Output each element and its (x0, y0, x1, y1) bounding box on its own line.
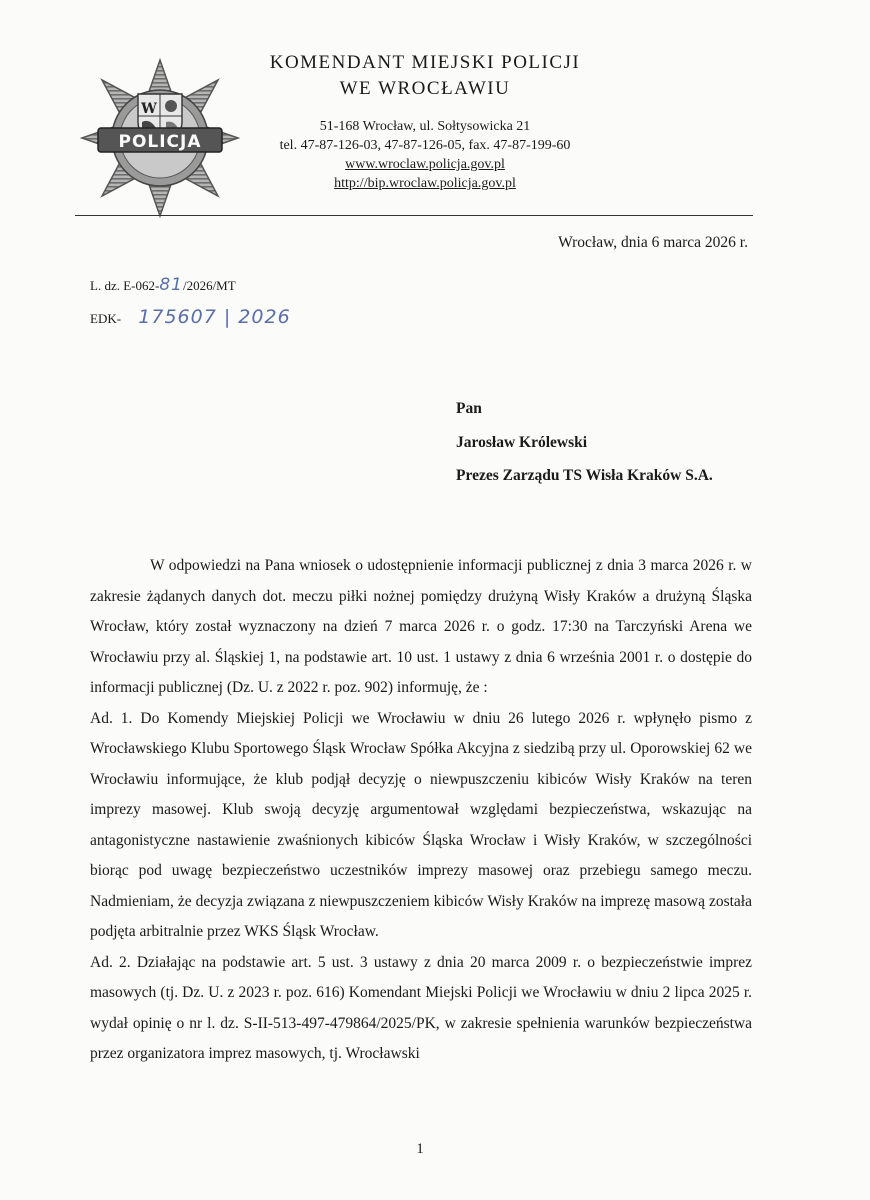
body-intro-paragraph: W odpowiedzi na Pana wniosek o udostępnienie informacji publicznej z dnia 3 marca 2026 r. w zakresie żądanych danych dot. meczu piłki nożnej pomiędzy drużyną Wisły Kraków a drużyną Śląska Wrocław, który został wyznaczony na dzień 7 marca 2026 r. o godz. 17:30 na Tarczyński Arena we Wrocławiu przy al. Śląskiej 1, na podstawie art. 10 ust. 1 ustawy z dnia 6 września 2001 r. o dostępie do informacji publicznej (Dz. U. z 2022 r. poz. 902) informuję, że : (90, 557, 752, 696)
authority-title-line2: WE WROCŁAWIU (339, 78, 511, 99)
addressee-position: Prezes Zarządu TS Wisła Kraków S.A. (456, 467, 713, 484)
date-line: Wrocław, dnia 6 marca 2026 r. (558, 234, 748, 251)
police-star-logo (80, 58, 240, 218)
authority-phones: tel. 47-87-126-03, 47-87-126-05, fax. 47-87-199-60 (279, 138, 571, 153)
bip-link[interactable]: http://bip.wroclaw.policja.gov.pl (334, 176, 516, 191)
ldz-suffix: /2026/MT (182, 278, 236, 293)
reference-edk (90, 306, 291, 328)
body-ad1-paragraph: Ad. 1. Do Komendy Miejskiej Policji we Wrocławiu w dniu 26 lutego 2026 r. wpłynęło pismo z Wrocławskiego Klubu Sportowego Śląsk Wrocław Spółka Akcyjna z siedzibą przy ul. Oporowskiej 62 we Wrocławiu informujące, że klub podjął decyzję o niewpuszczeniu kibiców Wisły Kraków na teren imprezy masowej. Klub swoją decyzję argumentował względami bezpieczeństwa, wskazując na antagonistyczne nastawienie zwaśnionych kibiców Śląska Wrocław i Wisły Kraków, w szczególności biorąc pod uwagę bezpieczeństwo uczestników imprezy masowej oraz przebiegu samego meczu. Nadmieniam, że decyzja związana z niewpuszczeniem kibiców Wisły Kraków na imprezę masową została podjęta arbitralnie przez WKS Śląsk Wrocław. (90, 709, 752, 940)
ldz-prefix: L. dz. E-062- (90, 278, 160, 293)
edk-handwritten: 175607 | 2026 (138, 306, 291, 328)
authority-address: 51-168 Wrocław, ul. Sołtysowicka 21 (319, 119, 531, 134)
svg-text:W: W (141, 101, 157, 117)
letter-body (90, 551, 752, 1070)
edk-label: EDK- (90, 311, 122, 326)
reference-ldz (90, 275, 236, 295)
body-ad2-paragraph: Ad. 2. Działając na podstawie art. 5 ust. 3 ustawy z dnia 20 marca 2009 r. o bezpieczeństwie imprez masowych (tj. Dz. U. z 2023 r. poz. 616) Komendant Miejski Policji we Wrocławiu w dniu 2 lipca 2025 r. wydał opinię o nr l. dz. S-II-513-497-479864/2025/PK, w zakresie spełnienia warunków bezpieczeństwa przez organizatora imprez masowych, tj. Wrocławski (90, 953, 752, 1062)
svg-text:POLICJA: POLICJA (118, 132, 202, 152)
authority-title-line1: KOMENDANT MIEJSKI POLICJI (269, 52, 581, 73)
addressee-name: Jarosław Królewski (456, 434, 588, 451)
addressee-salutation: Pan (456, 400, 482, 417)
website-link[interactable]: www.wroclaw.policja.gov.pl (345, 157, 505, 172)
header-divider (75, 215, 753, 216)
page-number: 1 (416, 1141, 424, 1157)
ldz-handwritten: 81 (159, 275, 183, 295)
police-star-icon (80, 58, 240, 218)
